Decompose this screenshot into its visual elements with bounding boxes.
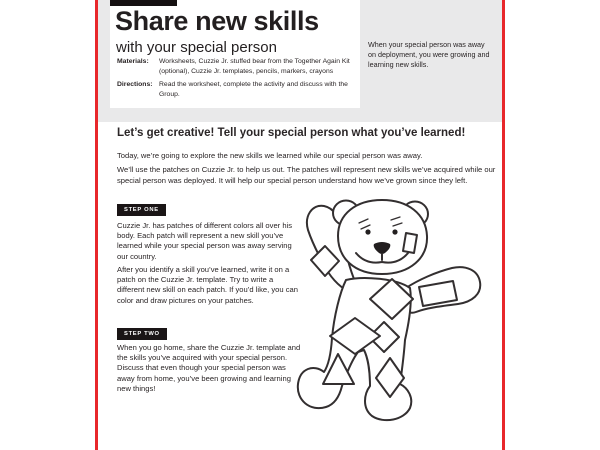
deployment-side-note: When your special person was away on deployment, you were growing and learning new skills. [368,40,490,69]
directions-row [117,80,357,99]
activity-heading: Let’s get creative! Tell your special person what you’ve learned! [117,127,466,139]
page-title: Share new skills [115,6,319,36]
right-red-rule [502,0,505,450]
step-two-paragraph-1: When you go home, share the Cuzzie Jr. template and the skills you’ve acquired with your special person. Discuss that even though your special person was away from home, you’ve been growing and learning new things! [117,343,301,393]
bear-cheek-patch [403,233,417,253]
teddy-bear-illustration [292,196,482,446]
intro-paragraph-2: We’ll use the patches on Cuzzie Jr. to help us out. The patches will represent new skills we’ve acquired while our special person was deployed. It will help our special person understand how we’ve grown since they left. [117,165,496,185]
bear-right-eye [392,229,397,234]
directions-value: Read the worksheet, complete the activity and discuss with the Group. [159,81,348,98]
materials-value: Worksheets, Cuzzie Jr. stuffed bear from the Together Again Kit (optional), Cuzzie Jr. templates, pencils, markers, crayons [159,58,350,75]
intro-paragraph-1: Today, we’re going to explore the new skills we learned while our special person was away. [117,151,423,160]
materials-label: Materials: [117,58,149,65]
materials-row [117,57,357,76]
step-one-badge: STEP ONE [117,204,166,216]
step-one-paragraph-2: After you identify a skill you’ve learned, write it on a patch on the Cuzzie Jr. template. Try to write a different new skill on each patch. If you’d like, you can color and draw pictures on your patches. [117,265,298,305]
header-card [110,0,360,108]
step-two-badge: STEP TWO [117,328,167,340]
page-subtitle: with your special person [116,39,277,56]
left-red-rule [95,0,98,450]
step-one-paragraph-1: Cuzzie Jr. has patches of different colors all over his body. Each patch will represent a new skill you’ve learned while your special person was away serving our country. [117,221,293,261]
bear-left-eye [365,229,370,234]
directions-label: Directions: [117,81,153,88]
materials-directions-block [117,57,357,103]
